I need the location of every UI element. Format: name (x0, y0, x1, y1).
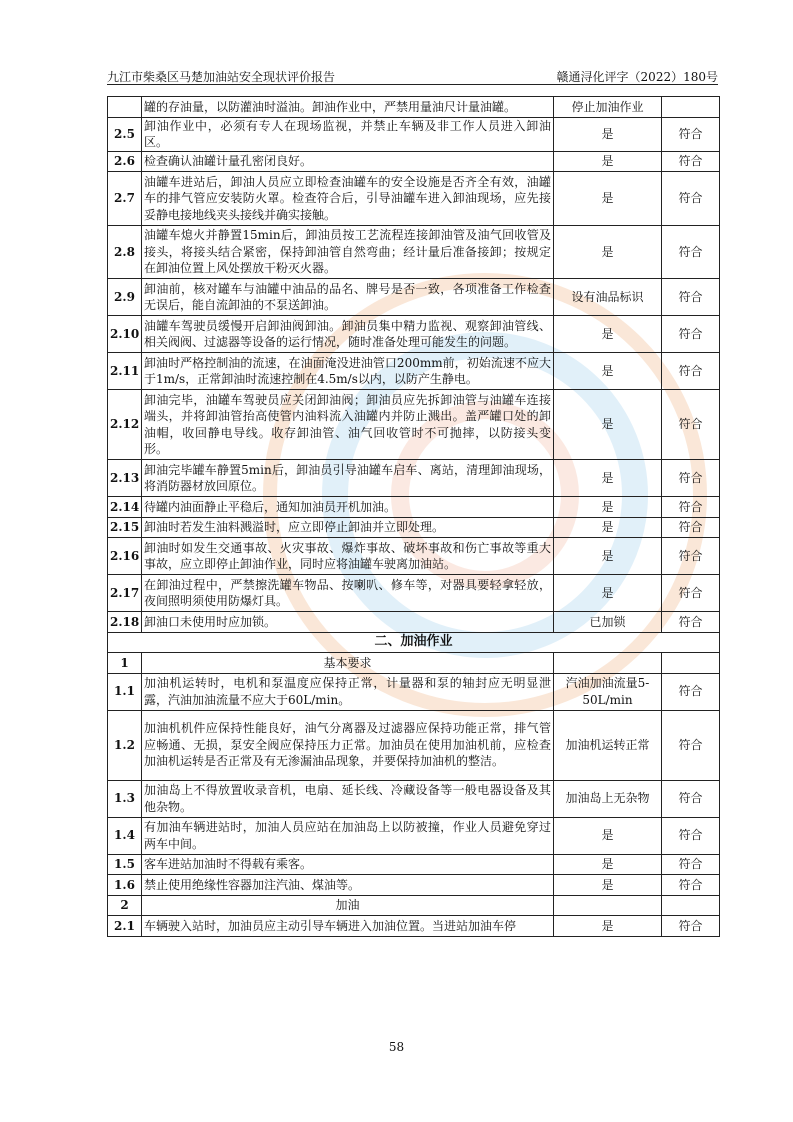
item-content: 油罐车进站后，卸油人员应立即检查油罐车的安全设施是否齐全有效，油罐车的排气管应安装防火罩。检查符合后，引导油罐车进入卸油现场，应先接妥静电接地线夹头接线并确实接触。 (142, 172, 554, 226)
item-number: 2.16 (108, 538, 142, 575)
item-number: 2.12 (108, 390, 142, 460)
table-row (108, 117, 720, 151)
section-title: 二、加油作业 (108, 632, 720, 653)
conformity: 符合 (662, 172, 720, 226)
subsection-row (108, 653, 720, 674)
check-result: 加油机运转正常 (554, 710, 662, 780)
item-content: 在卸油过程中，严禁擦洗罐车物品、按喇叭、修车等，对器具要轻拿轻放，夜间照明须使用防爆灯具。 (142, 575, 554, 612)
item-number: 1.4 (108, 817, 142, 854)
item-number: 1.1 (108, 673, 142, 710)
table-row (108, 673, 720, 710)
empty-cell (554, 895, 662, 916)
conformity: 符合 (662, 854, 720, 875)
item-number: 2.18 (108, 612, 142, 633)
section-row (108, 632, 720, 653)
empty-cell (554, 653, 662, 674)
item-content: 卸油时若发生油料溅溢时，应立即停止卸油并立即处理。 (142, 517, 554, 538)
table-row (108, 172, 720, 226)
table-row (108, 316, 720, 353)
check-result: 是 (554, 390, 662, 460)
inspection-table (107, 96, 720, 937)
table-row (108, 817, 720, 854)
item-number: 2.7 (108, 172, 142, 226)
conformity: 符合 (662, 353, 720, 390)
table-row (108, 575, 720, 612)
item-content: 罐的存油量，以防灌油时溢油。卸油作业中，严禁用量油尺计量油罐。 (142, 97, 554, 118)
conformity: 符合 (662, 710, 720, 780)
subsection-number: 2 (108, 895, 142, 916)
item-content: 卸油前，核对罐车与油罐中油品的品名、牌号是否一致，各项准备工作检查无误后，能自流卸油的不泵送卸油。 (142, 279, 554, 316)
check-result: 是 (554, 497, 662, 518)
item-number (108, 97, 142, 118)
check-result: 是 (554, 875, 662, 896)
item-content: 禁止使用绝缘性容器加注汽油、煤油等。 (142, 875, 554, 896)
conformity: 符合 (662, 460, 720, 497)
item-number: 2.13 (108, 460, 142, 497)
item-content: 待罐内油面静止平稳后，通知加油员开机加油。 (142, 497, 554, 518)
check-result: 是 (554, 353, 662, 390)
conformity: 符合 (662, 575, 720, 612)
item-number: 2.15 (108, 517, 142, 538)
item-content: 卸油口未使用时应加锁。 (142, 612, 554, 633)
item-content: 加油岛上不得放置收录音机，电扇、延长线、冷藏设备等一般电器设备及其他杂物。 (142, 780, 554, 817)
conformity: 符合 (662, 517, 720, 538)
report-title: 九江市柴桑区马楚加油站安全现状评价报告 (107, 70, 336, 84)
check-result: 是 (554, 151, 662, 172)
page-header (107, 66, 718, 85)
item-number: 1.3 (108, 780, 142, 817)
item-content: 车辆驶入站时，加油员应主动引导车辆进入加油位置。当进站加油车停 (142, 916, 554, 937)
item-number: 2.8 (108, 225, 142, 279)
item-content: 油罐车熄火并静置15min后，卸油员按工艺流程连接卸油管及油气回收管及接头，将接头结合紧密，保持卸油管自然弯曲；经计量后准备接卸；按规定在卸油位置上风处摆放干粉灭火器。 (142, 225, 554, 279)
item-content: 客车进站加油时不得载有乘客。 (142, 854, 554, 875)
conformity: 符合 (662, 117, 720, 151)
item-number: 1.2 (108, 710, 142, 780)
check-result: 是 (554, 575, 662, 612)
subsection-number: 1 (108, 653, 142, 674)
subsection-title: 基本要求 (142, 653, 554, 674)
table-row (108, 875, 720, 896)
check-result: 是 (554, 517, 662, 538)
item-number: 2.5 (108, 117, 142, 151)
conformity: 符合 (662, 279, 720, 316)
item-number: 2.6 (108, 151, 142, 172)
table-row (108, 710, 720, 780)
item-number: 1.5 (108, 854, 142, 875)
table-row (108, 854, 720, 875)
conformity: 符合 (662, 916, 720, 937)
conformity: 符合 (662, 497, 720, 518)
item-content: 检查确认油罐计量孔密闭良好。 (142, 151, 554, 172)
check-result: 是 (554, 225, 662, 279)
check-result: 是 (554, 854, 662, 875)
conformity: 符合 (662, 225, 720, 279)
item-content: 卸油时严格控制油的流速，在油面淹没进油管口200mm前，初始流速不应大于1m/s，正常卸油时流速控制在4.5m/s以内，以防产生静电。 (142, 353, 554, 390)
conformity: 符合 (662, 151, 720, 172)
conformity: 符合 (662, 673, 720, 710)
item-number: 2.11 (108, 353, 142, 390)
table-row (108, 279, 720, 316)
check-result: 是 (554, 538, 662, 575)
table-row (108, 353, 720, 390)
check-result: 停止加油作业 (554, 97, 662, 118)
item-content: 油罐车驾驶员缓慢开启卸油阀卸油。卸油员集中精力监视、观察卸油管线、相关阀阀、过滤器等设备的运行情况，随时准备处理可能发生的问题。 (142, 316, 554, 353)
table-row (108, 780, 720, 817)
table-row (108, 517, 720, 538)
table-row (108, 460, 720, 497)
item-number: 2.14 (108, 497, 142, 518)
subsection-title: 加油 (142, 895, 554, 916)
item-number: 2.17 (108, 575, 142, 612)
inspection-table-body (108, 97, 720, 937)
empty-cell (662, 653, 720, 674)
conformity: 符合 (662, 612, 720, 633)
table-row (108, 612, 720, 633)
item-content: 卸油时如发生交通事故、火灾事故、爆炸事故、破坏事故和伤亡事故等重大事故，应立即停止卸油作业，同时应将油罐车驶离加油站。 (142, 538, 554, 575)
report-code: 赣通浔化评字（2022）180号 (556, 70, 718, 84)
item-number: 2.10 (108, 316, 142, 353)
table-row (108, 916, 720, 937)
check-result: 是 (554, 916, 662, 937)
subsection-row (108, 895, 720, 916)
empty-cell (662, 895, 720, 916)
item-content: 卸油完毕罐车静置5min后，卸油员引导油罐车启车、离站，清理卸油现场，将消防器材放回原位。 (142, 460, 554, 497)
item-number: 2.1 (108, 916, 142, 937)
conformity: 符合 (662, 390, 720, 460)
conformity (662, 97, 720, 118)
item-content: 加油机运转时，电机和泵温度应保持正常，计量器和泵的轴封应无明显泄露，汽油加油流量不应大于60L/min。 (142, 673, 554, 710)
check-result: 设有油品标识 (554, 279, 662, 316)
table-row (108, 225, 720, 279)
page-number: 58 (388, 1040, 405, 1054)
check-result: 已加锁 (554, 612, 662, 633)
table-row (108, 151, 720, 172)
conformity: 符合 (662, 817, 720, 854)
check-result: 加油岛上无杂物 (554, 780, 662, 817)
item-content: 有加油车辆进站时，加油人员应站在加油岛上以防被撞，作业人员避免穿过两车中间。 (142, 817, 554, 854)
check-result: 是 (554, 460, 662, 497)
item-content: 卸油作业中，必须有专人在现场监视，并禁止车辆及非工作人员进入卸油区。 (142, 117, 554, 151)
check-result: 是 (554, 817, 662, 854)
check-result: 是 (554, 117, 662, 151)
item-number: 2.9 (108, 279, 142, 316)
conformity: 符合 (662, 538, 720, 575)
item-content: 卸油完毕，油罐车驾驶员应关闭卸油阀；卸油员应先拆卸油管与油罐车连接端头，并将卸油管抬高使管内油料流入油罐内并防止溅出。盖严罐口处的卸油帽，收回静电导线。收存卸油管、油气回收管时不可抛摔，以防接头变形。 (142, 390, 554, 460)
item-number: 1.6 (108, 875, 142, 896)
conformity: 符合 (662, 875, 720, 896)
table-row (108, 97, 720, 118)
check-result: 是 (554, 172, 662, 226)
table-row (108, 538, 720, 575)
item-content: 加油机机件应保持性能良好，油气分离器及过滤器应保持功能正常，排气管应畅通、无损，泵安全阀应保持压力正常。加油员在使用加油机前，应检查加油机运转是否正常及有无渗漏油品现象，并要保持加油机的整洁。 (142, 710, 554, 780)
table-row (108, 390, 720, 460)
conformity: 符合 (662, 316, 720, 353)
check-result: 汽油加油流量5-50L/min (554, 673, 662, 710)
check-result: 是 (554, 316, 662, 353)
conformity: 符合 (662, 780, 720, 817)
table-row (108, 497, 720, 518)
